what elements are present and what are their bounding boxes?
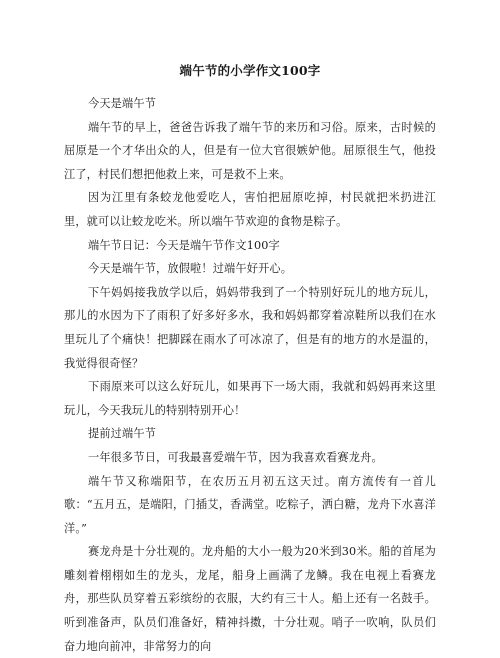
document-title: 端午节的小学作文100字 [179, 63, 321, 78]
paragraph-6: 下午妈妈接我放学以后，妈妈带我到了一个特别好玩儿的地方玩儿，那儿的水因为下了雨积了好多好多水，我和妈妈都穿着凉鞋所以我们在水里玩儿了个痛快！把脚踩在雨水了可冰凉了，但是有的地方的水是温的，我觉得很奇怪？ [64, 285, 436, 370]
paragraph-10: 端午节又称端阳节，在农历五月初五这天过。南方流传有一首儿歌：“五月五，是端阳，门插艾，香满堂。吃粽子，洒白糖，龙舟下水喜洋洋。” [64, 474, 436, 535]
document-page [64, 56, 436, 658]
paragraph-8: 提前过端午节 [88, 427, 157, 441]
paragraph-3: 因为江里有条蛟龙他爱吃人，害怕把屈原吃掉，村民就把米扔进江里，就可以让蛟龙吃米。所以端午节欢迎的食物是粽子。 [64, 191, 436, 228]
paragraph-2: 端午节的早上，爸爸告诉我了端午节的来历和习俗。原来，古时候的屈原是一个才华出众的人，但是有一位大官很嫉妒他。屈原很生气，他投江了，村民们想把他救上来，可是救不上来。 [64, 120, 436, 181]
paragraph-7: 下雨原来可以这么好玩儿，如果再下一场大雨，我就和妈妈再来这里玩儿，今天我玩儿的特别特别开心！ [64, 380, 436, 417]
paragraph-1: 今天是端午节 [88, 97, 157, 110]
paragraph-9: 一年很多节日，可我最喜爱端午节，因为我喜欢看赛龙舟。 [88, 450, 383, 464]
paragraph-11: 赛龙舟是十分壮观的。龙舟船的大小一般为20米到30米。船的首尾为雕刻着栩栩如生的龙头，龙尾，船身上画满了龙鳞。我在电视上看赛龙舟，那些队员穿着五彩缤纷的衣服，大约有三十人。船上还有一名鼓手。听到准备声，队员们准备好，精神抖擞，十分壮观。哨子一吹响，队员们奋力地向前冲，非常努力的向 [64, 545, 436, 653]
paragraph-5: 今天是端午节，放假啦！过端午好开心。 [88, 262, 293, 276]
paragraph-4: 端午节日记：今天是端午节作文100字 [88, 238, 280, 252]
